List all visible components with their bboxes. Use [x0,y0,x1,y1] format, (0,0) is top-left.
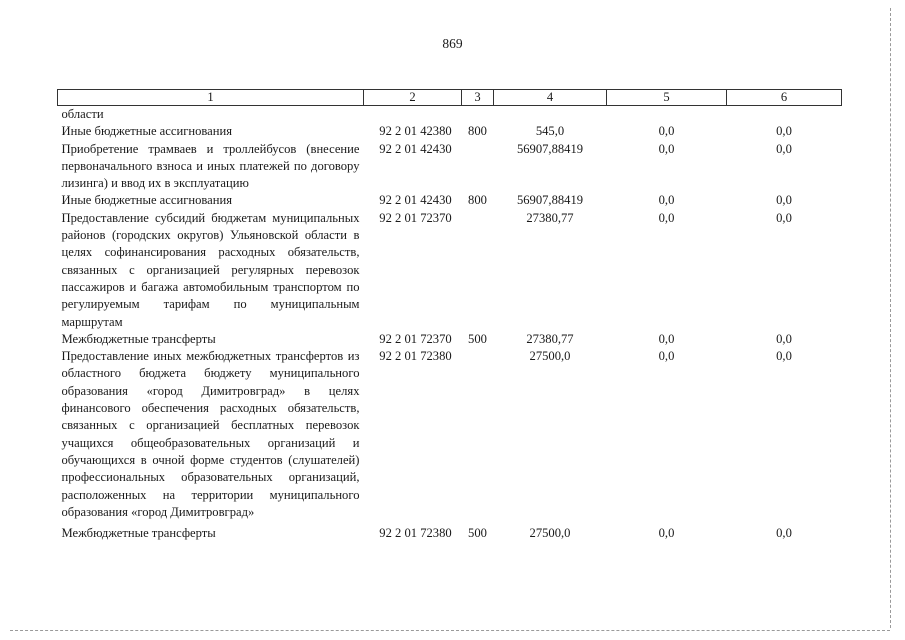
budget-table [57,89,842,542]
table-row [58,141,842,193]
table-row [58,331,842,348]
column-header-5: 5 [607,90,727,106]
row-value-5: 0,0 [658,124,675,139]
row-amount: 545,0 [535,124,565,139]
row-value-6: 0,0 [776,141,792,156]
row-value-6: 0,0 [776,349,792,364]
row-amount [494,106,607,124]
row-name: Предоставление иных межбюджетных трансфертов из областного бюджета бюджету муниципального образования «город Димитровград» в целях финансового обеспечения расходных обязательств, связанных с организацией бесплатных перевозок учащихся общеобразовательных организаций и обучающихся в очной форме студентов (слушателей) профессиональных образовательных организаций, расположенных на территории муниципального образования «город Димитровград» [61,349,360,519]
row-value-5: 0,0 [658,349,675,364]
row-kvr: 800 [468,193,487,208]
row-code [364,106,462,124]
column-header-1: 1 [58,90,364,106]
table-row [58,192,842,209]
row-code: 92 2 01 72370 [379,210,452,225]
row-kvr: 800 [468,124,487,139]
column-header-3: 3 [462,90,494,106]
row-value-6: 0,0 [776,193,792,208]
row-value-6: 0,0 [776,331,792,346]
row-code: 92 2 01 42430 [379,141,452,156]
row-name: Иные бюджетные ассигнования [61,193,233,208]
row-name: Межбюджетные трансферты [61,526,216,541]
page-edge-bottom [10,630,890,631]
row-name: области [61,107,104,121]
row-value-6: 0,0 [776,124,792,139]
page-number: 869 [442,36,463,51]
row-name: Иные бюджетные ассигнования [61,124,233,139]
row-value-5: 0,0 [658,193,675,208]
row-value-5: 0,0 [658,141,675,156]
row-name: Предоставление субсидий бюджетам муниципальных районов (городских округов) Ульяновской области в целях софинансирования расходных обязательств, связанных с организацией регулярных перевозок пассажиров и багажа автомобильным транспортом по регулируемым тарифам по муниципальным маршрутам [61,210,360,329]
row-value-5: 0,0 [658,331,675,346]
row-kvr [462,348,494,521]
row-code: 92 2 01 72380 [379,526,452,541]
row-kvr [462,141,494,193]
row-value-5: 0,0 [658,526,675,541]
table-row [58,106,842,124]
row-value-5: 0,0 [658,210,675,225]
column-header-4: 4 [494,90,607,106]
row-kvr: 500 [468,526,487,541]
row-amount: 56907,88419 [516,141,584,156]
table-row [58,210,842,331]
table-header-row [58,90,842,106]
row-name: Межбюджетные трансферты [61,331,216,346]
row-kvr: 500 [468,331,487,346]
row-value-5 [607,106,727,124]
table-row [58,348,842,521]
page-edge-right [890,8,891,628]
row-name: Приобретение трамваев и троллейбусов (внесение первоначального взноса и иных платежей по договору лизинга) и ввод их в эксплуатацию [61,141,360,191]
row-kvr [462,210,494,331]
row-amount: 27380,77 [526,210,574,225]
row-code: 92 2 01 72380 [379,349,452,364]
row-value-6 [727,106,842,124]
row-code: 92 2 01 72370 [379,331,452,346]
row-kvr [462,106,494,124]
column-header-2: 2 [364,90,462,106]
row-amount: 27500,0 [529,349,571,364]
row-code: 92 2 01 42430 [379,193,452,208]
table-row [58,123,842,140]
row-amount: 27500,0 [529,526,571,541]
row-value-6: 0,0 [776,526,792,541]
row-code: 92 2 01 42380 [379,124,452,139]
table-row [58,521,842,542]
row-amount: 56907,88419 [516,193,584,208]
column-header-6: 6 [727,90,842,106]
row-amount: 27380,77 [526,331,574,346]
row-value-6: 0,0 [776,210,792,225]
